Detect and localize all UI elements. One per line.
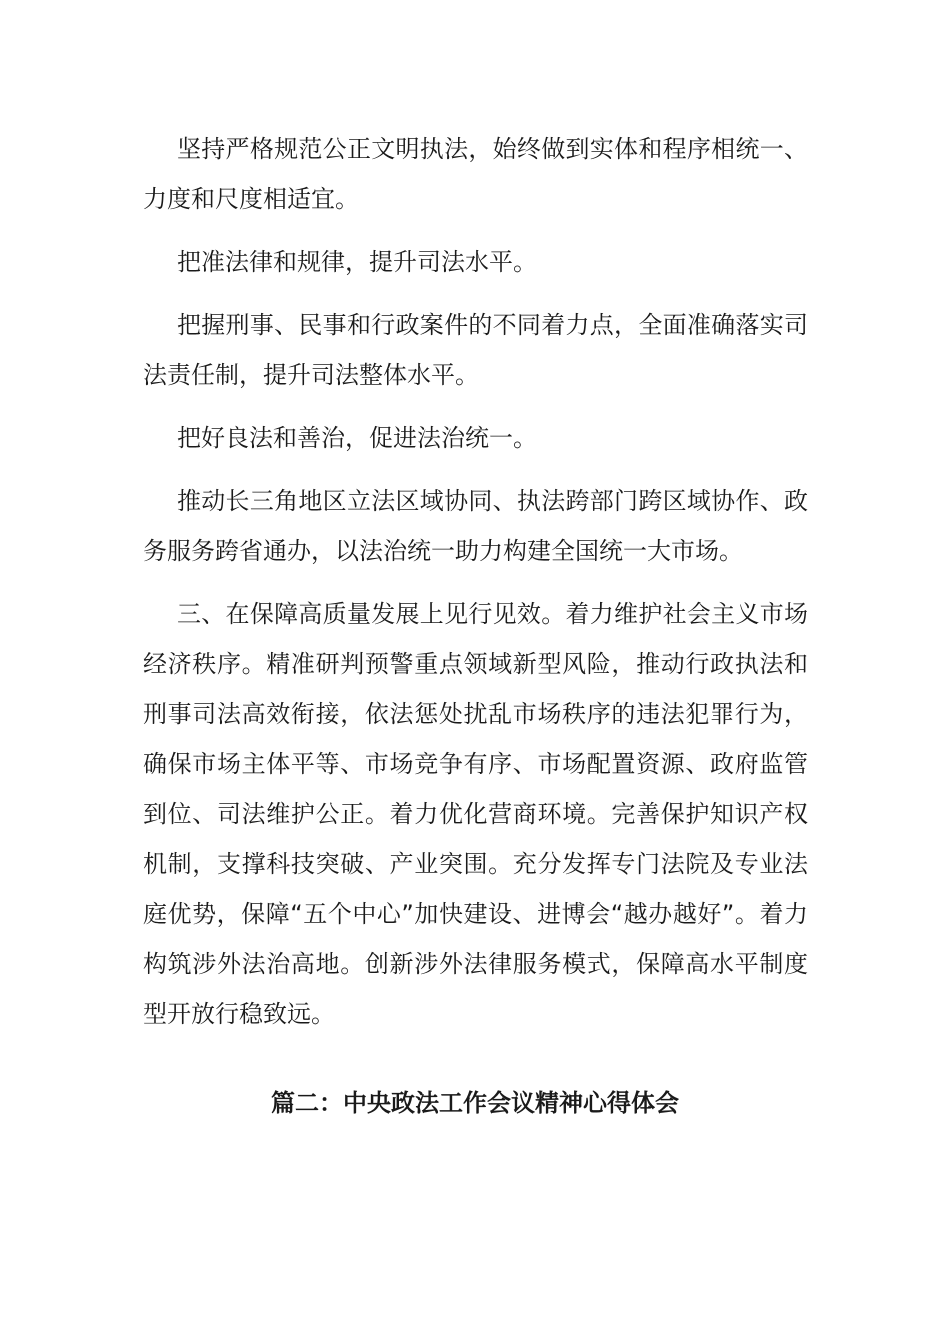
paragraph-3: 把握刑事、民事和行政案件的不同着力点，全面准确落实司法责任制，提升司法整体水平。	[143, 311, 808, 389]
paragraph-1: 坚持严格规范公正文明执法，始终做到实体和程序相统一、力度和尺度相适宜。	[143, 135, 808, 213]
paragraph-5: 推动长三角地区立法区域协同、执法跨部门跨区域协作、政务服务跨省通办，以法治统一助力构建全国统一大市场。	[143, 487, 808, 565]
paragraph-gap	[143, 463, 808, 476]
paragraph-gap	[143, 224, 808, 237]
paragraph-gap	[143, 400, 808, 413]
paragraph-4: 把好良法和善治，促进法治统一。	[177, 424, 537, 452]
paragraph-gap	[143, 576, 808, 589]
section-heading: 篇二：中央政法工作会议精神心得体会	[271, 1089, 679, 1117]
paragraph-6: 三、在保障高质量发展上见行见效。着力维护社会主义市场经济秩序。精准研判预警重点领域新型风险，推动行政执法和刑事司法高效衔接，依法惩处扰乱市场秩序的违法犯罪行为，确保市场主体平等、市场竞争有序、市场配置资源、政府监管到位、司法维护公正。着力优化营商环境。完善保护知识产权机制，支撑科技突破、产业突围。充分发挥专门法院及专业法庭优势，保障“五个中心”加快建设、进博会“越办越好”。着力构筑涉外法治高地。创新涉外法律服务模式，保障高水平制度型开放行稳致远。	[143, 600, 808, 1028]
document-body	[143, 124, 808, 1039]
paragraph-2: 把准法律和规律，提升司法水平。	[177, 248, 537, 276]
paragraph-gap	[143, 287, 808, 300]
